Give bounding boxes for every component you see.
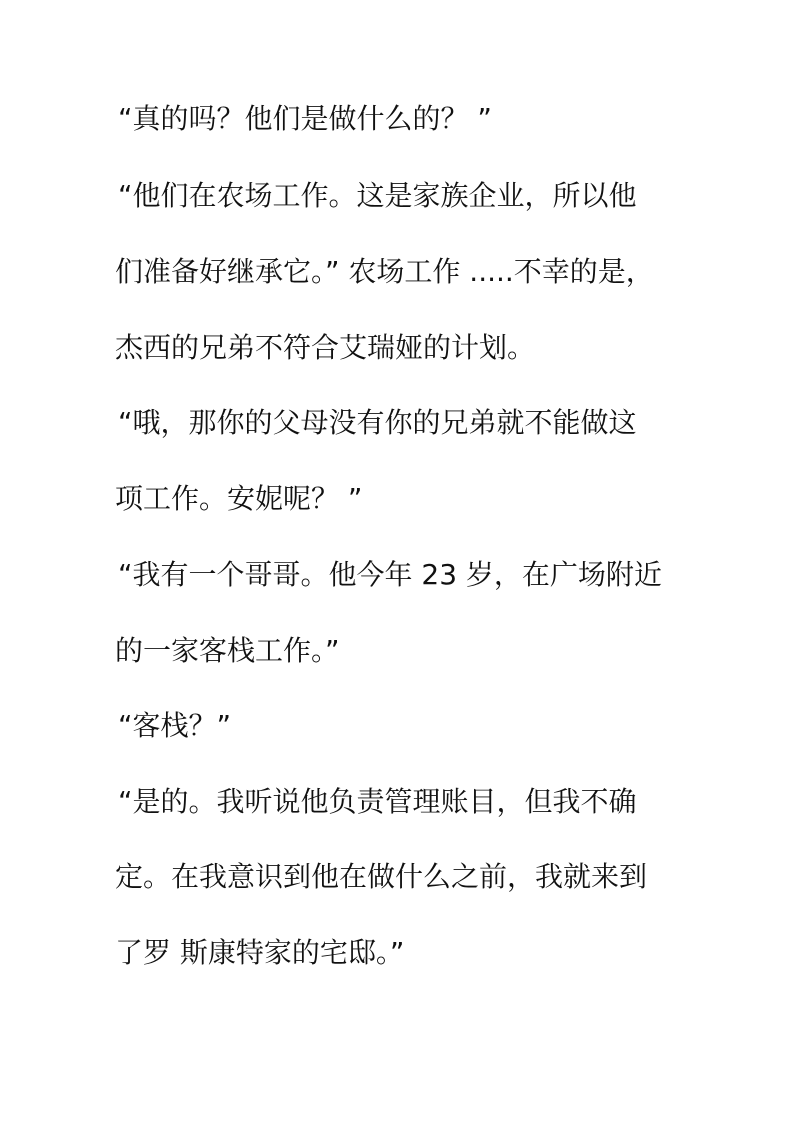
- text-line-6: 项工作。安妮呢？ ”: [115, 482, 363, 515]
- text-line-2: “他们在农场工作。这是家族企业，所以他: [118, 179, 637, 212]
- text-line-4: 杰西的兄弟不符合艾瑞娅的计划。: [115, 331, 536, 364]
- text-line-3: 们准备好继承它。” 农场工作 .....不幸的是，: [115, 255, 654, 288]
- text-line-12: 了罗 斯康特家的宅邸。”: [115, 936, 405, 969]
- text-line-1: “真的吗？他们是做什么的？ ”: [118, 102, 492, 135]
- text-line-9: “客栈？”: [118, 709, 232, 742]
- text-line-5: “哦，那你的父母没有你的兄弟就不能做这: [118, 406, 637, 439]
- text-line-7: “我有一个哥哥。他今年 23 岁，在广场附近: [118, 558, 662, 591]
- text-line-8: 的一家客栈工作。”: [115, 634, 340, 667]
- text-line-10: “是的。我听说他负责管理账目，但我不确: [118, 785, 637, 818]
- text-line-11: 定。在我意识到他在做什么之前，我就来到: [115, 860, 648, 893]
